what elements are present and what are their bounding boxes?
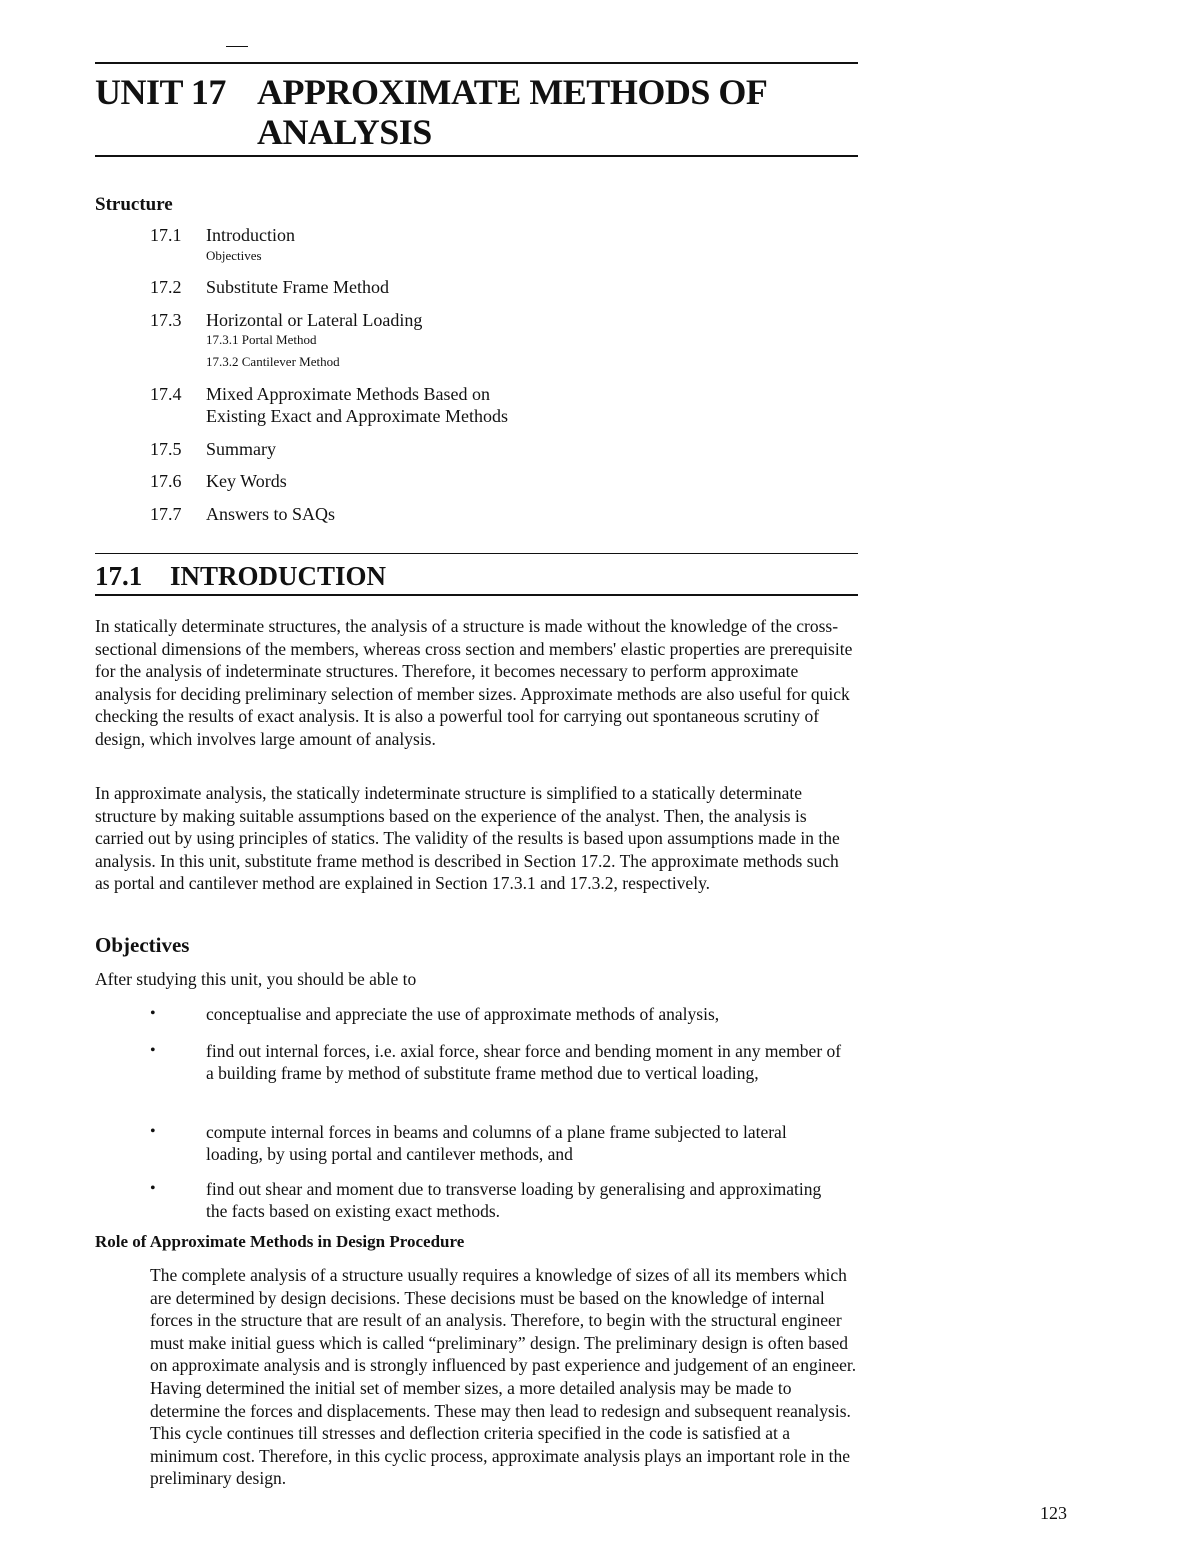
page-number: 123	[1040, 1503, 1067, 1523]
bullet-icon: •	[150, 1042, 156, 1059]
toc-label: Horizontal or Lateral Loading	[206, 310, 423, 330]
section-bottom-rule	[95, 594, 858, 596]
toc-label-continued: Existing Exact and Approximate Methods	[206, 406, 508, 426]
toc-number: 17.7	[150, 504, 182, 524]
structure-heading: Structure	[95, 194, 173, 215]
toc-label: Mixed Approximate Methods Based on	[206, 384, 490, 404]
bullet-icon: •	[150, 1005, 156, 1022]
section-title: INTRODUCTION	[170, 561, 387, 591]
bullet-icon: •	[150, 1180, 156, 1197]
toc-number: 17.4	[150, 384, 182, 404]
objective-text: compute internal forces in beams and columns of a plane frame subjected to lateral loading, by using portal and cantilever methods, and	[206, 1122, 787, 1164]
toc-label: Answers to SAQs	[206, 504, 336, 524]
role-heading: Role of Approximate Methods in Design Procedure	[95, 1232, 465, 1251]
role-paragraph: The complete analysis of a structure usually requires a knowledge of sizes of all its members which are determined by design decisions. These decisions must be based on the knowledge of internal forces in the structure that are result of an analysis. Therefore, to begin with the structural engineer must make initial guess which is called “preliminary” design. The preliminary design is often based on approximate analysis and is strongly influenced by past experience and judgement of an engineer. Having determined the initial set of member sizes, a more detailed analysis may be made to determine the forces and displacements. These may then lead to redesign and subsequent reanalysis. This cycle continues till stresses and deflection criteria specified in the code is satisfied at a minimum cost. Therefore, in this cyclic process, approximate analysis plays an important role in the preliminary design.	[150, 1265, 857, 1489]
objective-text: conceptualise and appreciate the use of approximate methods of analysis,	[206, 1004, 720, 1024]
unit-title-line-1: APPROXIMATE METHODS OF	[257, 72, 768, 112]
unit-title-line-2: ANALYSIS	[257, 112, 432, 152]
title-underline-rule	[95, 155, 858, 157]
toc-subitem: Objectives	[206, 248, 262, 263]
top-rule	[95, 62, 858, 64]
toc-label: Substitute Frame Method	[206, 277, 389, 297]
intro-paragraph-2: In approximate analysis, the statically indeterminate structure is simplified to a statically determinate structure by making suitable assumptions based on the experience of the analyst. Then, the analysis is carried out by using principles of statics. The validity of the results is based upon assumptions made in the analysis. In this unit, substitute frame method is described in Section 17.2. The approximate methods such as portal and cantilever method are explained in Section 17.3.1 and 17.3.2, respectively.	[95, 783, 840, 894]
section-top-rule	[95, 553, 858, 554]
toc-number: 17.5	[150, 439, 182, 459]
toc-subitem: 17.3.1 Portal Method	[206, 332, 317, 347]
bullet-icon: •	[150, 1123, 156, 1140]
intro-paragraph-1: In statically determinate structures, the analysis of a structure is made without the knowledge of the cross-sectional dimensions of the members, whereas cross section and members' elastic properties are prerequisite for the analysis of indeterminate structures. Therefore, it becomes necessary to perform approximate analysis for deciding preliminary selection of member sizes. Approximate methods are also useful for quick checking the results of exact analysis. It is also a powerful tool for carrying out spontaneous scrutiny of design, which involves large amount of analysis.	[95, 616, 853, 749]
toc-label: Key Words	[206, 471, 287, 491]
toc-number: 17.6	[150, 471, 182, 491]
toc-label: Summary	[206, 439, 276, 459]
objective-text: find out shear and moment due to transverse loading by generalising and approximating the facts based on existing exact methods.	[206, 1179, 822, 1221]
objectives-heading: Objectives	[95, 933, 190, 957]
objectives-intro: After studying this unit, you should be able to	[95, 969, 417, 989]
toc-number: 17.1	[150, 225, 182, 245]
toc-subitem: 17.3.2 Cantilever Method	[206, 354, 340, 369]
section-number: 17.1	[95, 561, 143, 591]
toc-number: 17.2	[150, 277, 182, 297]
toc-number: 17.3	[150, 310, 182, 330]
unit-number: UNIT 17	[95, 72, 226, 112]
toc-label: Introduction	[206, 225, 295, 245]
top-mark	[226, 46, 248, 47]
objective-text: find out internal forces, i.e. axial force, shear force and bending moment in any member of a building frame by method of substitute frame method due to vertical loading,	[206, 1041, 842, 1083]
